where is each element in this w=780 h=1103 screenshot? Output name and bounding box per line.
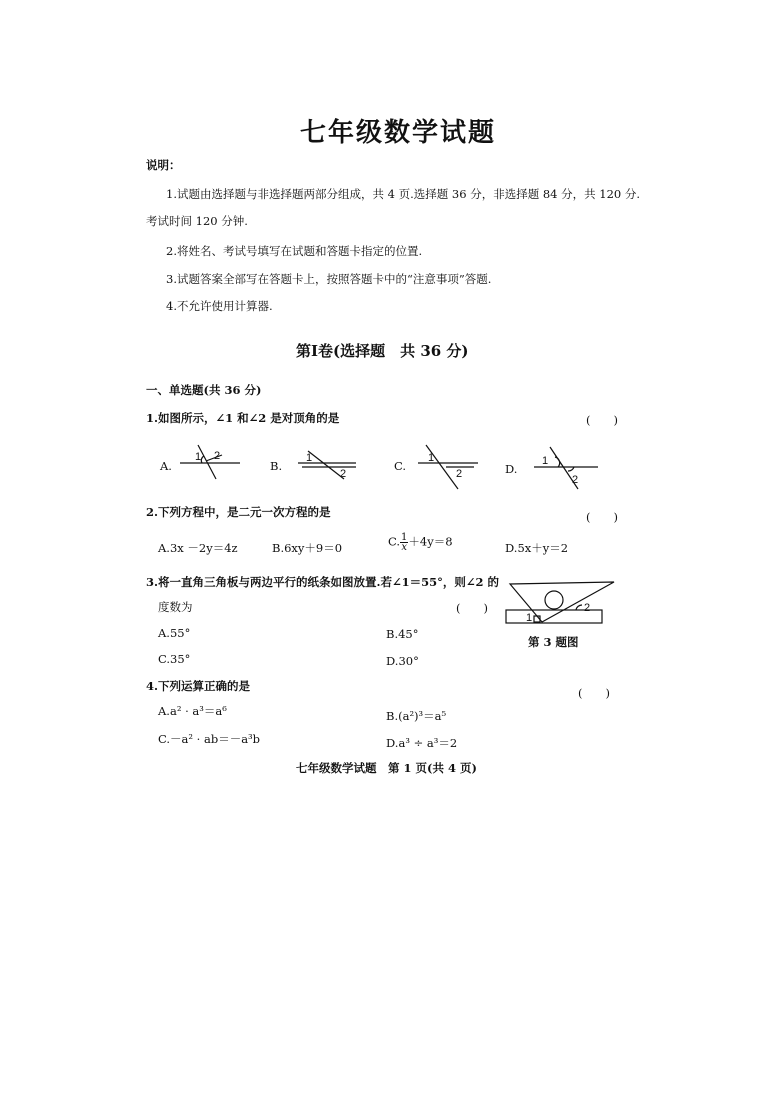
q1a-arc — [201, 456, 204, 463]
question-2-stem: 2.下列方程中，是二元一次方程的是 — [146, 505, 331, 519]
question-3-answer-paren: ( ) — [456, 601, 488, 615]
question-4-stem: 4.下列运算正确的是 — [146, 679, 251, 693]
q1a-angle-2: 2 — [214, 450, 221, 462]
q2-option-c-prefix: C. — [388, 534, 401, 549]
q1c-angle-2: 2 — [456, 468, 463, 480]
q1d-angle-2: 2 — [572, 474, 579, 486]
q3-label-2: 2 — [584, 602, 591, 614]
q3-option-d: D.30° — [386, 654, 419, 668]
q3-triangle-hole — [545, 591, 563, 609]
instruction-item-1: 1.试题由选择题与非选择题两部分组成，共 4 页.选择题 36 分，非选择题 84 分，共 120 分. — [166, 187, 641, 201]
q2-option-c-suffix: ＋4y＝8 — [408, 534, 453, 549]
instruction-item-1-cont: 考试时间 120 分钟. — [146, 214, 248, 228]
q3-angle-2-arc — [576, 605, 582, 610]
part-heading: 一、单选题(共 36 分) — [146, 383, 262, 397]
q2-option-c-numerator: 1 — [401, 532, 408, 543]
q1d-arc-1 — [555, 457, 560, 467]
question-3-stem-cont: 度数为 — [158, 600, 193, 614]
q1-figure-a — [176, 443, 246, 483]
q1-option-c-label: C. — [394, 459, 407, 473]
q2-option-a: A.3x －2y＝4z — [158, 541, 238, 555]
q2-option-c-denominator: x — [401, 542, 408, 553]
q3-option-c: C.35° — [158, 652, 191, 666]
q1d-arc-2 — [568, 467, 574, 471]
instructions-heading: 说明： — [146, 158, 181, 172]
q4-option-a: A.a² · a³＝a⁶ — [158, 704, 227, 718]
question-1-answer-paren: ( ) — [586, 413, 618, 427]
instruction-item-2: 2.将姓名、考试号填写在试题和答题卡指定的位置. — [166, 244, 423, 258]
q1b-angle-1: 1 — [306, 452, 313, 464]
instruction-item-4: 4.不允许使用计算器. — [166, 299, 273, 313]
question-2-answer-paren: ( ) — [586, 510, 618, 524]
instruction-item-3: 3.试题答案全部写在答题卡上，按照答题卡中的“注意事项”答题. — [166, 272, 492, 286]
q2-option-b: B.6xy＋9＝0 — [272, 541, 343, 555]
q1c-angle-1: 1 — [428, 452, 435, 464]
q1-option-b-label: B. — [270, 459, 283, 473]
page-title: 七年级数学试题 — [300, 118, 497, 148]
q1a-angle-1: 1 — [195, 451, 202, 463]
q4-option-b: B.(a²)³＝a⁵ — [386, 709, 447, 723]
q1-figure-d — [528, 443, 604, 493]
question-4-answer-paren: ( ) — [578, 686, 610, 700]
q3-figure — [504, 578, 624, 628]
q1b-angle-2: 2 — [340, 468, 347, 480]
page-footer: 七年级数学试题 第 1 页(共 4 页) — [296, 761, 477, 775]
q1-figure-b — [292, 443, 362, 483]
question-3-stem: 3.将一直角三角板与两边平行的纸条如图放置.若∠1＝55°，则∠2 的 — [146, 575, 500, 589]
q3-option-a: A.55° — [158, 626, 191, 640]
q1d-angle-1: 1 — [542, 455, 549, 467]
q2-option-d: D.5x＋y＝2 — [505, 541, 569, 555]
q4-option-d: D.a³ ÷ a³＝2 — [386, 736, 458, 750]
section-title: 第Ⅰ卷(选择题 共 36 分) — [296, 342, 469, 360]
q3-figure-caption: 第 3 题图 — [528, 635, 579, 649]
q1-option-d-label: D. — [505, 462, 518, 476]
q1-option-a-label: A. — [160, 459, 172, 473]
q3-option-b: B.45° — [386, 627, 419, 641]
question-1-stem: 1.如图所示，∠1 和∠2 是对顶角的是 — [146, 411, 340, 425]
q1-figure-c — [412, 443, 482, 493]
q4-option-c: C.－a² · ab＝－a³b — [158, 732, 261, 746]
q2-option-c — [388, 533, 453, 552]
q3-label-1: 1 — [526, 612, 533, 624]
q1b-line-slant — [308, 451, 347, 480]
